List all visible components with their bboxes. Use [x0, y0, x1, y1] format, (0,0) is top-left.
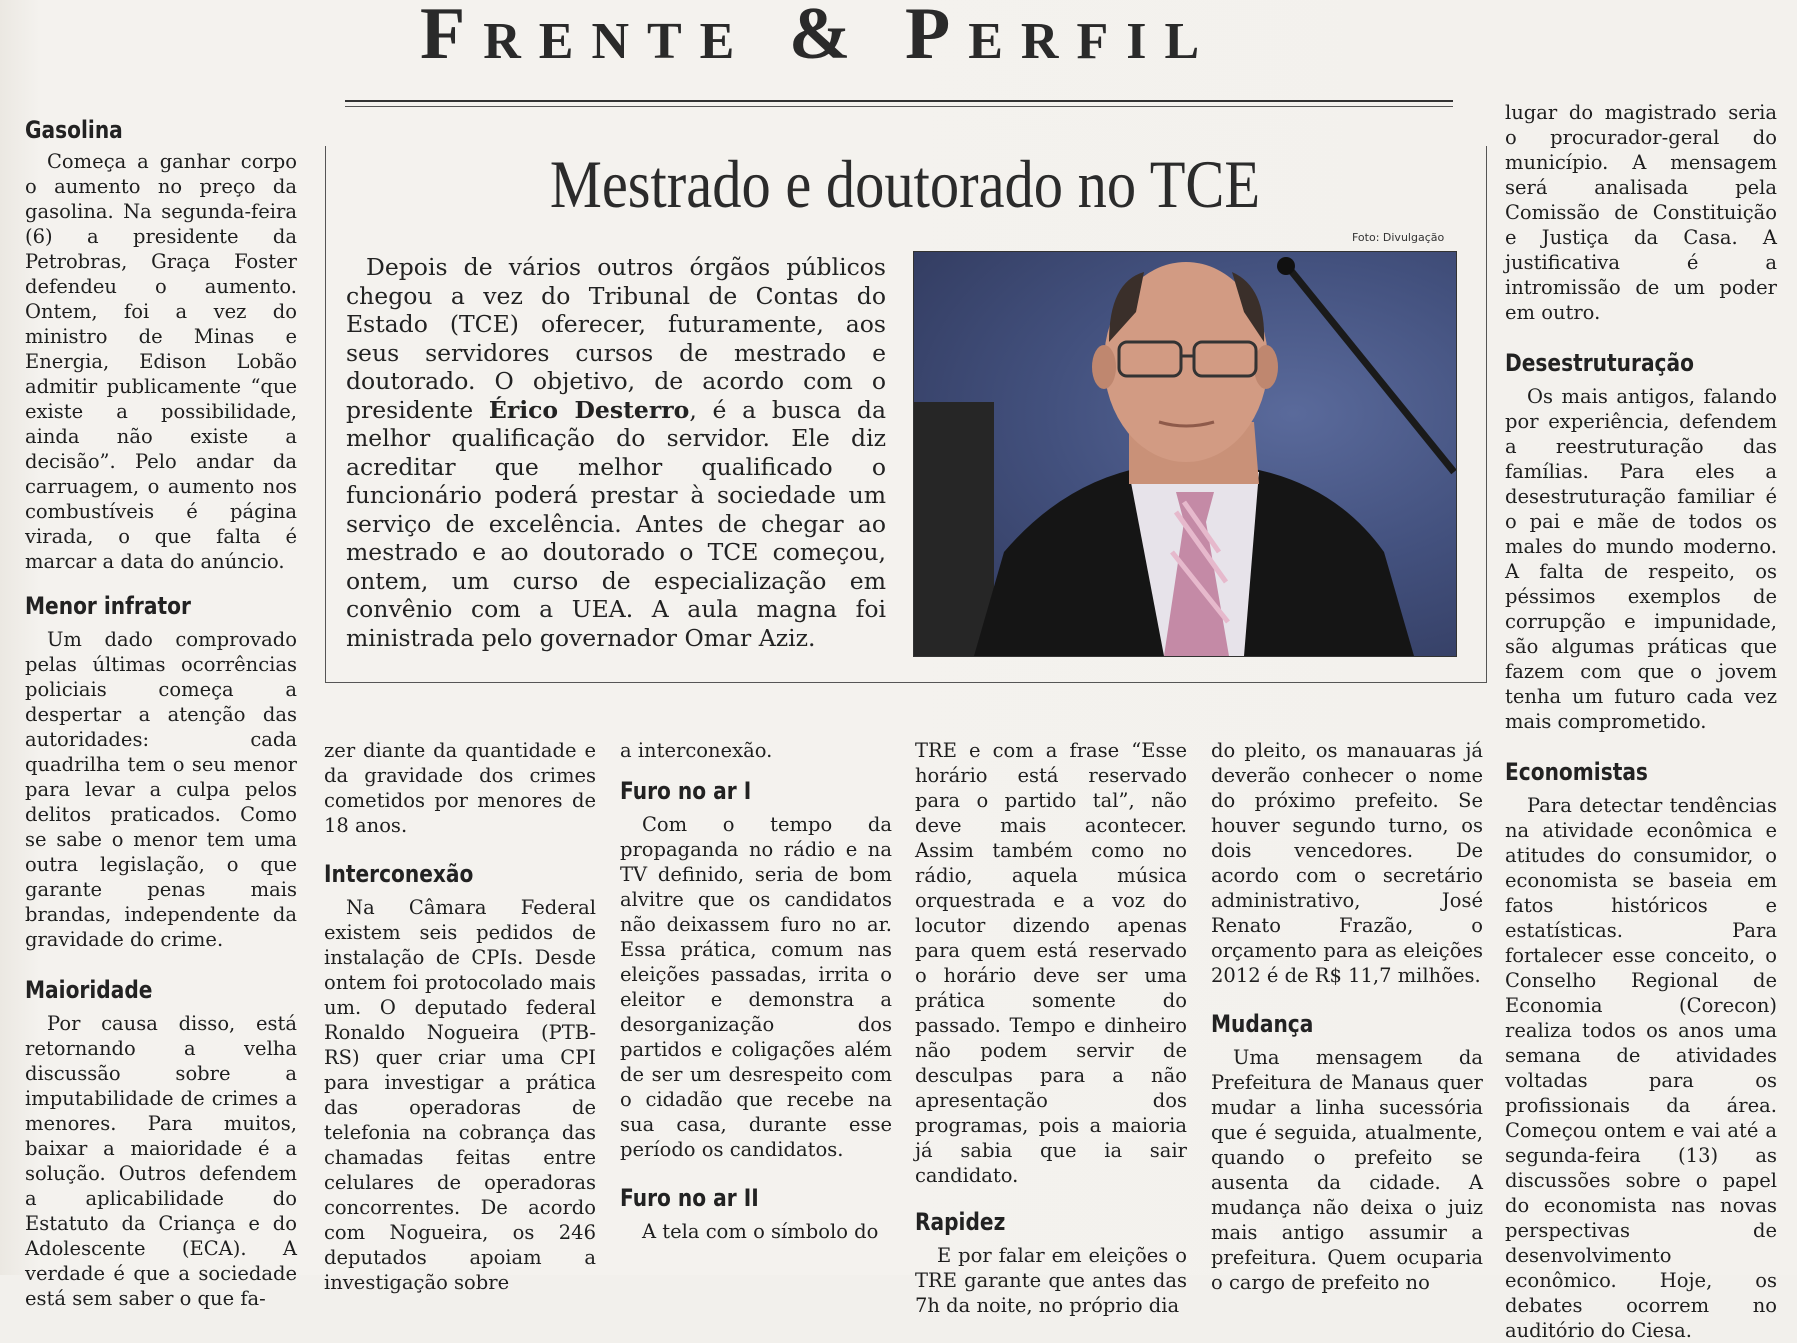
- heading-gasolina: Gasolina: [25, 116, 123, 144]
- right-continuation: lugar do magistrado seria o procurador-geral do município. A mensagem será analisada pela Comissão de Constituição e Justiça da Casa. A justificativa é a intromissão de um poder em outro.: [1505, 101, 1777, 324]
- left-column: [25, 118, 297, 1311]
- feature-text-start: Depois de vários outros órgãos públicos chegou a vez do Tribunal de Contas do Estado (TCE) oferecer, futuramente, aos seus servidores cursos de mestrado e doutorado. O objetivo, de acordo com o presidente: [346, 253, 886, 424]
- heading-furo-no-ar-1: Furo no ar I: [620, 777, 752, 805]
- heading-furo-no-ar-2: Furo no ar II: [620, 1184, 759, 1212]
- portrait-photo-icon: [914, 252, 1456, 656]
- column-3: [620, 738, 892, 1244]
- feature-text-end: , é a busca da melhor qualificação do servidor. Ele diz acreditar que melhor qualificado o funcionário poderá prestar à sociedade um serviço de excelência. Antes de chegar ao mestrado e ao doutorado o TCE começou, ontem, um curso de especialização em convênio com a UEA. A aula magna foi ministrada pelo governador Omar Aziz.: [346, 395, 886, 652]
- heading-mudanca: Mudança: [1211, 1010, 1314, 1038]
- heading-desestruturacao: Desestruturação: [1505, 349, 1694, 377]
- article-rapidez: E por falar em eleições o TRE garante que antes das 7h da noite, no próprio dia: [915, 1244, 1187, 1317]
- right-column: [1505, 100, 1777, 1343]
- heading-economistas: Economistas: [1505, 758, 1648, 786]
- article-interconexao: Na Câmara Federal existem seis pedidos de instalação de CPIs. Desde ontem foi protocolado mais um. O deputado federal Ronaldo Nogueira (PTB-RS) quer criar uma CPI para investigar a prática das operadoras de telefonia na cobrança das chamadas feitas entre celulares de operadoras concorrentes. De acordo com Nogueira, os 246 deputados apoiam a investigação sobre: [324, 896, 596, 1294]
- heading-rapidez: Rapidez: [915, 1208, 1006, 1236]
- column-4: [915, 738, 1187, 1318]
- heading-maioridade: Maioridade: [25, 976, 153, 1004]
- article-furo-no-ar-1: Com o tempo da propaganda no rádio e na TV definido, seria de bom alvitre que os candidatos não deixassem furo no ar. Essa prática, comum nas eleições passadas, irrita o eleitor e demonstra a desorganização dos partidos e coligações além de ser um desrespeito com o cidadão que recebe na sua casa, durante esse período os candidatos.: [620, 813, 892, 1161]
- col5-continuation: do pleito, os manauaras já deverão conhecer o nome do próximo prefeito. Se houver segundo turno, os dois vencedores. De acordo com o secretário administrativo, José Renato Frazão, o orçamento para as eleições 2012 é de R$ 11,7 milhões.: [1211, 739, 1483, 987]
- masthead-rule: [345, 100, 1453, 102]
- photo-credit: Foto: Divulgação: [1352, 231, 1445, 244]
- feature-title: Mestrado e doutorado no TCE: [549, 146, 1261, 222]
- heading-menor-infrator: Menor infrator: [25, 592, 191, 620]
- col4-continuation: TRE e com a frase “Esse horário está reservado para o partido tal”, não deve mais acontecer. Assim também como no rádio, aquela música orquestrada e a voz do locutor dizendo apenas para quem está reservado o horário deve ser uma prática somente do passado. Tempo e dinheiro não podem servir de desculpas para a não apresentação dos programas, pois a maioria já sabia que ia sair candidato.: [915, 739, 1187, 1187]
- article-desestruturacao: Os mais antigos, falando por experiência, defendem a reestruturação das famílias. Para eles a desestruturação familiar é o pai e mãe de todos os males do mundo moderno. A falta de respeito, os péssimos exemplos de corrupção e impunidade, são algumas práticas que fazem com que o jovem tenha um futuro cada vez mais comprometido.: [1505, 385, 1777, 733]
- column-5: [1211, 738, 1483, 1295]
- portrait-photo: [913, 251, 1457, 657]
- masthead-rule-thin: [345, 106, 1453, 107]
- article-gasolina: Começa a ganhar corpo o aumento no preço da gasolina. Na segunda-feira (6) a presidente da Petrobras, Graça Foster defendeu o aumento. Ontem, foi a vez do ministro de Minas e Energia, Edison Lobão admitir publicamente “que existe a possibilidade, ainda não existe a decisão”. Pelo andar da carruagem, o aumento nos combustíveis é página virada, o que falta é marcar a data do anúncio.: [25, 150, 297, 573]
- feature-person-name: Érico Desterro: [488, 395, 690, 424]
- article-menor-infrator: Um dado comprovado pelas últimas ocorrências policiais começa a despertar a atenção das autoridades: cada quadrilha tem o seu menor para levar a culpa pelos delitos praticados. Como se sabe o menor tem uma outra legislação, o que garante penas mais brandas, independente da gravidade do crime.: [25, 628, 297, 951]
- bleed-through: [110, 30, 125, 82]
- article-mudanca: Uma mensagem da Prefeitura de Manaus quer mudar a linha sucessória que é seguida, atualmente, quando o prefeito se ausenta da cidade. A mudança não deixa o juiz mais antigo assumir a prefeitura. Quem ocuparia o cargo de prefeito no: [1211, 1046, 1483, 1294]
- masthead-title: Frente & Perfil: [420, 0, 1218, 75]
- article-maioridade: Por causa disso, está retornando a velha discussão sobre a imputabilidade de crimes a menores. Para muitos, baixar a maioridade é a solução. Outros defendem a aplicabilidade do Estatuto da Criança e do Adolescente (ECA). A verdade é que a sociedade está sem saber o que fa-: [25, 1012, 297, 1310]
- col2-continuation: zer diante da quantidade e da gravidade dos crimes cometidos por menores de 18 anos.: [324, 739, 596, 837]
- column-2: [324, 738, 596, 1295]
- article-economistas: Para detectar tendências na atividade econômica e atitudes do consumidor, o economista se baseia em fatos históricos e estatísticas. Para fortalecer esse conceito, o Conselho Regional de Economia (Corecon) realiza todos os anos uma semana de atividades voltadas para os profissionais da área. Começou ontem e vai até a segunda-feira (13) as discussões sobre o papel do economista nas novas perspectivas de desenvolvimento econômico. Hoje, os debates ocorrem no auditório do Ciesa.: [1505, 794, 1777, 1342]
- heading-interconexao: Interconexão: [324, 860, 474, 888]
- article-furo-no-ar-2: A tela com o símbolo do: [642, 1220, 879, 1243]
- col3-continuation: a interconexão.: [620, 739, 773, 762]
- feature-body: [346, 253, 886, 652]
